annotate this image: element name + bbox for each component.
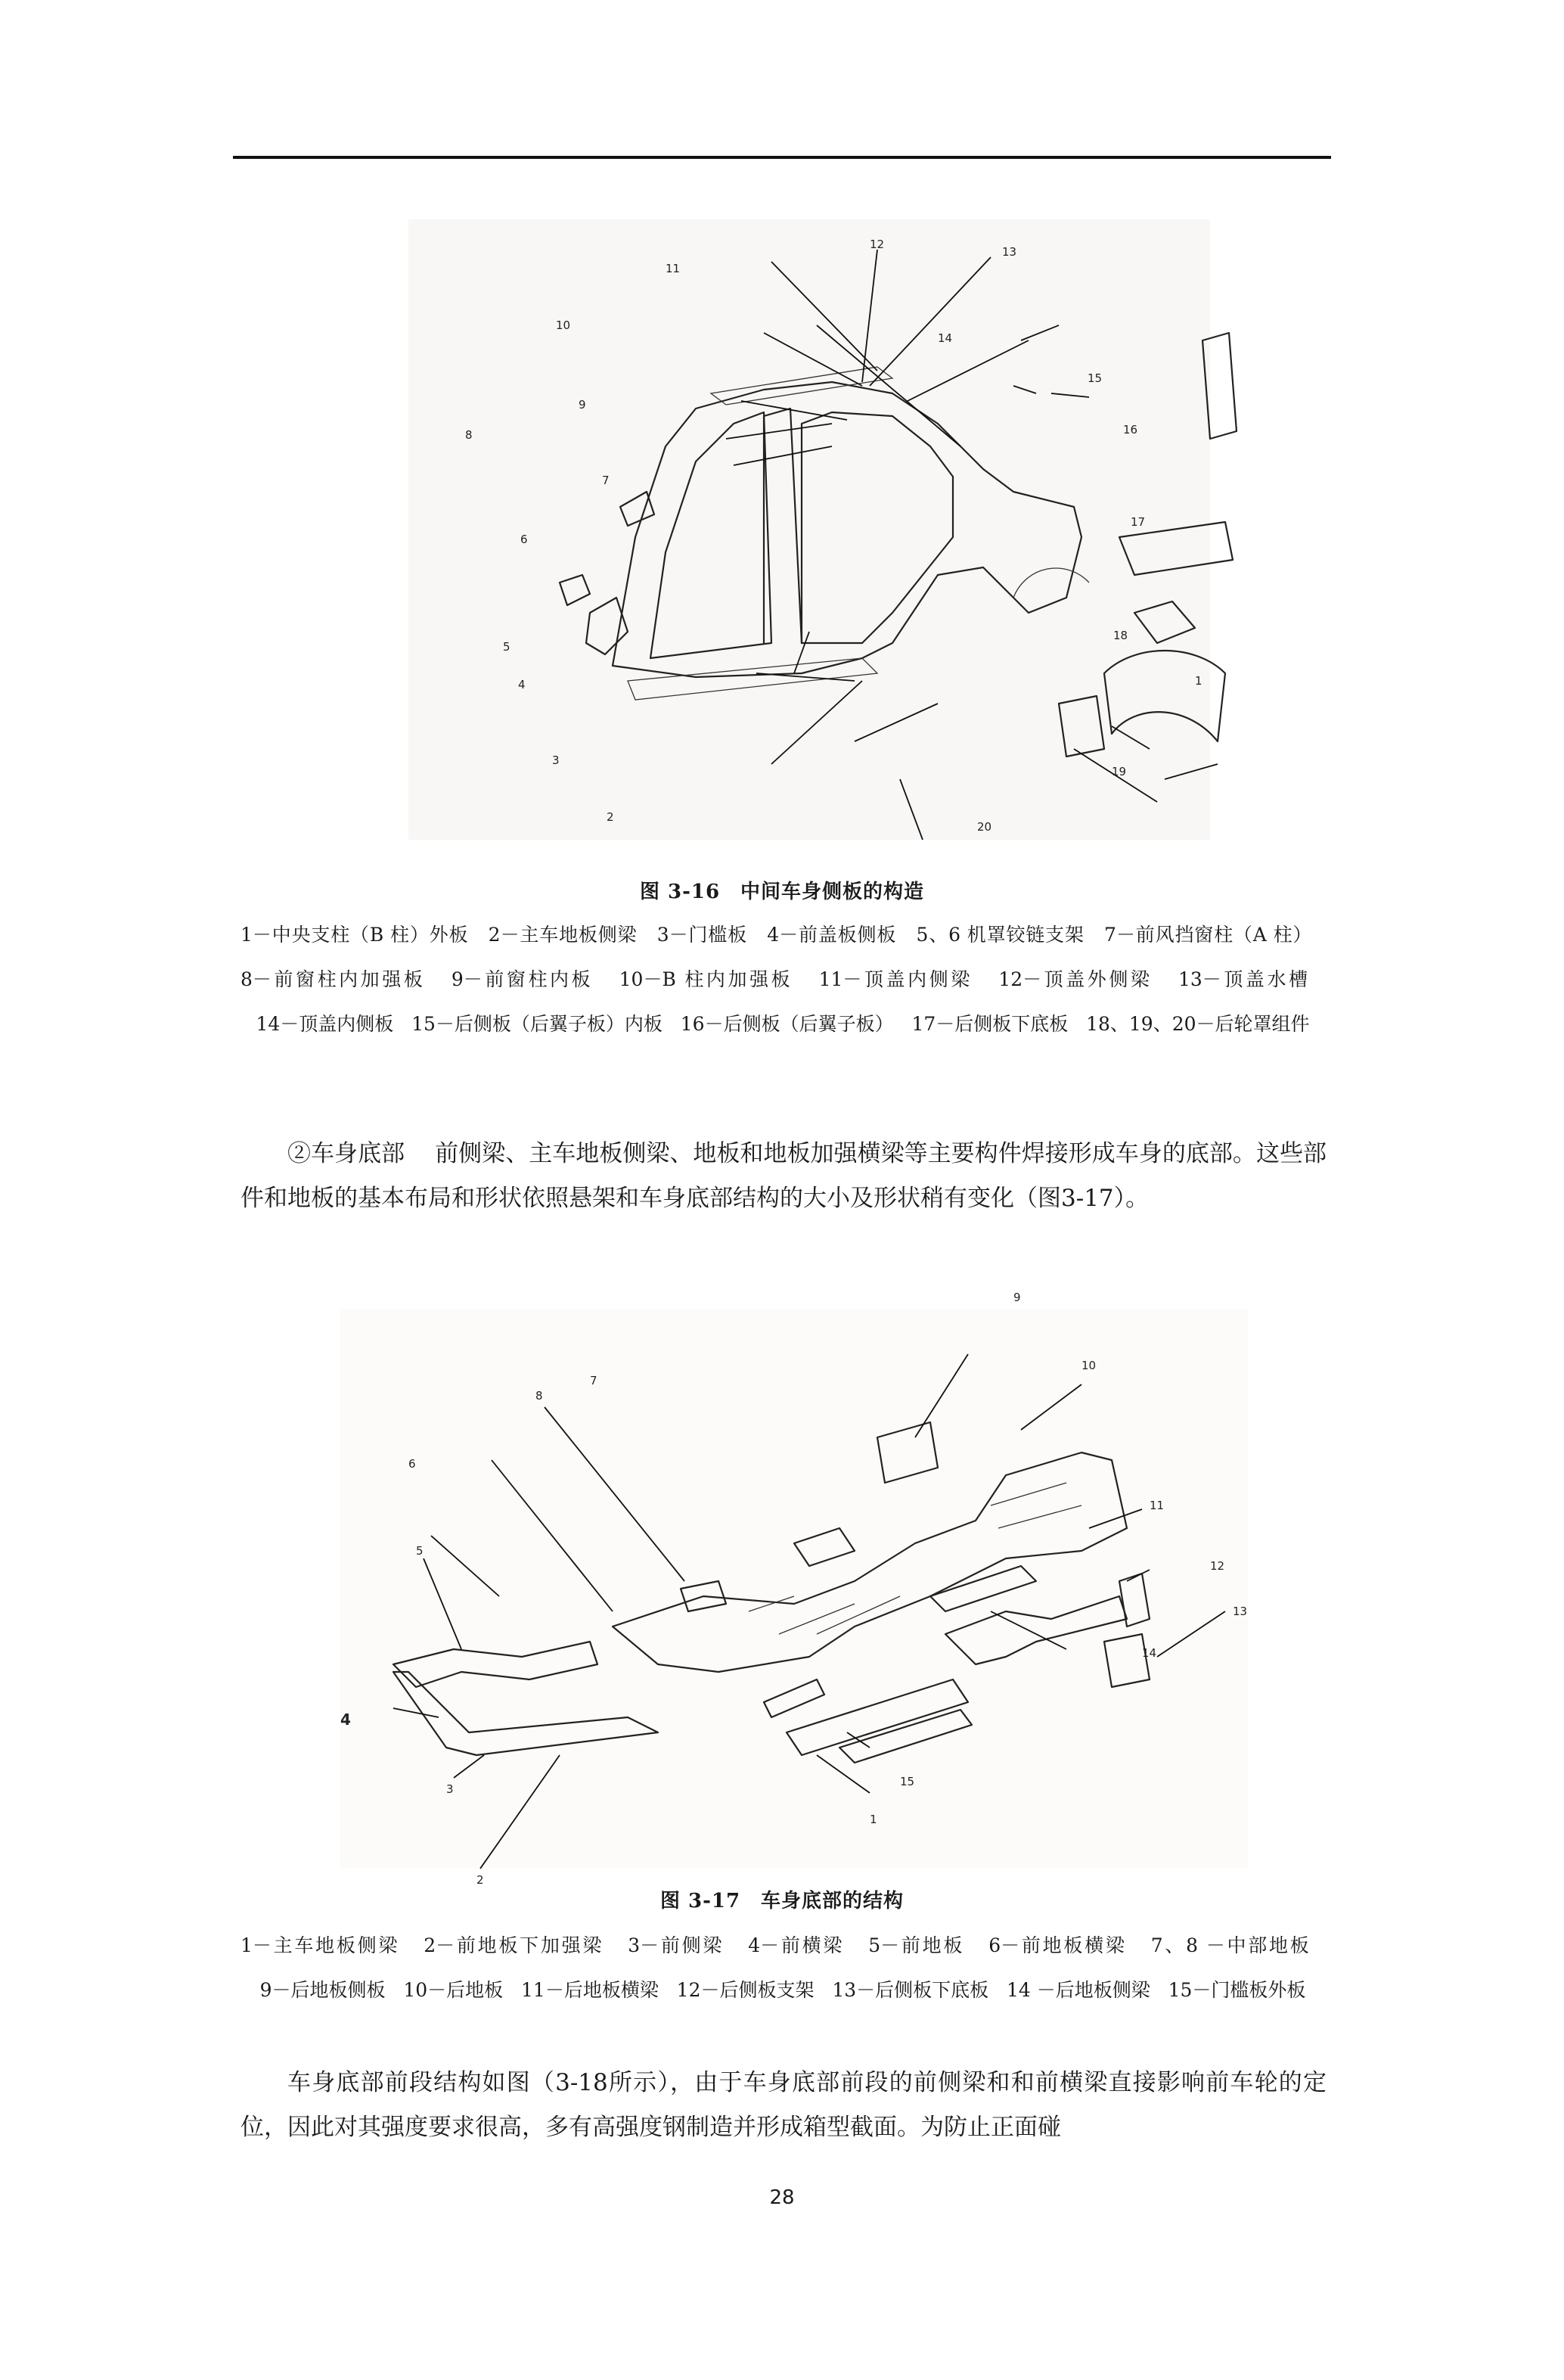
callout-19: 19 xyxy=(1112,765,1127,778)
callout-7: 7 xyxy=(602,474,610,487)
callout-10: 10 xyxy=(1081,1359,1097,1372)
callout-15: 15 xyxy=(900,1775,915,1788)
legend-item: 15－后侧板（后翼子板）内板 xyxy=(411,1013,663,1035)
legend-item: 5、6 机罩铰链支架 xyxy=(916,924,1085,946)
legend-item: 18、19、20－后轮罩组件 xyxy=(1086,1013,1310,1035)
callout-5: 5 xyxy=(503,640,510,654)
legend-item: 17－后侧板下底板 xyxy=(911,1013,1069,1035)
callout-14: 14 xyxy=(938,331,953,345)
callout-8: 8 xyxy=(535,1389,543,1403)
legend-item: 7、8 －中部地板 xyxy=(1150,1934,1311,1956)
figure-3-17-illustration xyxy=(325,1279,1278,1899)
legend-item: 12－后侧板支架 xyxy=(676,1979,815,2001)
callout-numbers xyxy=(465,238,1202,834)
legend-item: 8－前窗柱内加强板 xyxy=(240,968,426,990)
header-rule xyxy=(233,156,1331,159)
callout-14: 14 xyxy=(1142,1646,1157,1660)
callout-6: 6 xyxy=(408,1457,416,1471)
paragraph-lead: ②车身底部 xyxy=(287,1140,405,1167)
callout-13: 13 xyxy=(1002,245,1017,259)
leader-lines xyxy=(726,250,1218,840)
legend-item: 2－前地板下加强梁 xyxy=(424,1934,604,1956)
legend-item: 3－门槛板 xyxy=(656,924,747,946)
callout-6: 6 xyxy=(520,533,528,546)
callout-11: 11 xyxy=(1150,1499,1165,1512)
callout-10: 10 xyxy=(556,318,571,332)
leader-lines xyxy=(393,1354,1225,1869)
paragraph-text: 前侧梁、主车地板侧梁、地板和地板加强横梁等主要构件焊接形成车身的底部。这些部件和地板的基本布局和形状依照悬架和车身底部结构的大小及形状稍有变化（图3-17）。 xyxy=(240,1140,1327,1212)
callout-12: 12 xyxy=(1210,1559,1225,1573)
paragraph-front-section: 车身底部前段结构如图（3-18所示），由于车身底部前段的前侧梁和和前横梁直接影响前车轮的定位，因此对其强度要求很高，多有高强度钢制造并形成箱型截面。为防止正面碰 xyxy=(240,2069,1327,2141)
callout-1: 1 xyxy=(870,1813,877,1826)
legend-item: 9－前窗柱内板 xyxy=(451,968,594,990)
callout-16: 16 xyxy=(1123,423,1138,437)
underbody-drawing xyxy=(325,1279,1278,1899)
callout-8: 8 xyxy=(465,428,473,442)
figure-3-16-caption: 图 3-16 中间车身侧板的构造 xyxy=(639,881,925,903)
callout-15: 15 xyxy=(1088,371,1103,385)
legend-item: 11－后地板横梁 xyxy=(521,1979,659,2001)
legend-item: 12－顶盖外侧梁 xyxy=(998,968,1153,990)
callout-20: 20 xyxy=(977,820,992,834)
legend-item: 7－前风挡窗柱（A 柱） xyxy=(1104,924,1313,946)
callout-11: 11 xyxy=(666,262,681,275)
callout-4: 4 xyxy=(518,678,526,691)
legend-item: 10－B 柱内加强板 xyxy=(619,968,793,990)
callout-5: 5 xyxy=(416,1544,424,1558)
figure-3-17-legend xyxy=(240,1923,1325,2012)
callout-18: 18 xyxy=(1113,629,1128,642)
legend-item: 9－后地板侧板 xyxy=(259,1979,386,2001)
underbody-parts xyxy=(393,1422,1150,1763)
figure-3-16-illustration xyxy=(408,219,1240,847)
callout-4: 4 xyxy=(340,1710,351,1729)
page-number: 28 xyxy=(769,2186,795,2209)
callout-7: 7 xyxy=(590,1374,597,1387)
legend-item: 1－主车地板侧梁 xyxy=(240,1934,400,1956)
callout-13: 13 xyxy=(1233,1605,1248,1618)
callout-17: 17 xyxy=(1131,515,1146,529)
callout-3: 3 xyxy=(446,1782,454,1796)
callout-numbers xyxy=(340,1291,1247,1887)
callout-1: 1 xyxy=(1195,674,1202,688)
legend-item: 13－后侧板下底板 xyxy=(832,1979,989,2001)
callout-9: 9 xyxy=(579,398,586,412)
legend-item: 5－前地板 xyxy=(868,1934,965,1956)
figure-3-17-caption: 图 3-17 车身底部的结构 xyxy=(659,1890,905,1912)
legend-item: 15－门槛板外板 xyxy=(1168,1979,1306,2001)
callout-2: 2 xyxy=(607,810,614,824)
legend-item: 14－顶盖内侧板 xyxy=(256,1013,394,1035)
legend-item: 16－后侧板（后翼子板） xyxy=(680,1013,894,1035)
legend-item: 10－后地板 xyxy=(403,1979,504,2001)
legend-item: 13－顶盖水槽 xyxy=(1178,968,1311,990)
legend-item: 1－中央支柱（B 柱）外板 xyxy=(240,924,469,946)
body-side-drawing xyxy=(408,219,1240,847)
callout-12: 12 xyxy=(870,238,885,251)
legend-item: 3－前侧梁 xyxy=(628,1934,725,1956)
legend-item: 4－前盖板侧板 xyxy=(767,924,897,946)
legend-item: 2－主车地板侧梁 xyxy=(488,924,638,946)
callout-3: 3 xyxy=(552,753,560,767)
paragraph-underbody xyxy=(240,1132,1327,1221)
legend-item: 4－前横梁 xyxy=(748,1934,845,1956)
legend-item: 6－前地板横梁 xyxy=(988,1934,1127,1956)
callout-2: 2 xyxy=(476,1873,484,1887)
callout-9: 9 xyxy=(1013,1291,1021,1304)
legend-item: 11－顶盖内侧梁 xyxy=(818,968,973,990)
body-side-panel xyxy=(560,333,1237,757)
legend-item: 14 －后地板侧梁 xyxy=(1006,1979,1150,2001)
figure-3-16-legend xyxy=(240,912,1325,1046)
